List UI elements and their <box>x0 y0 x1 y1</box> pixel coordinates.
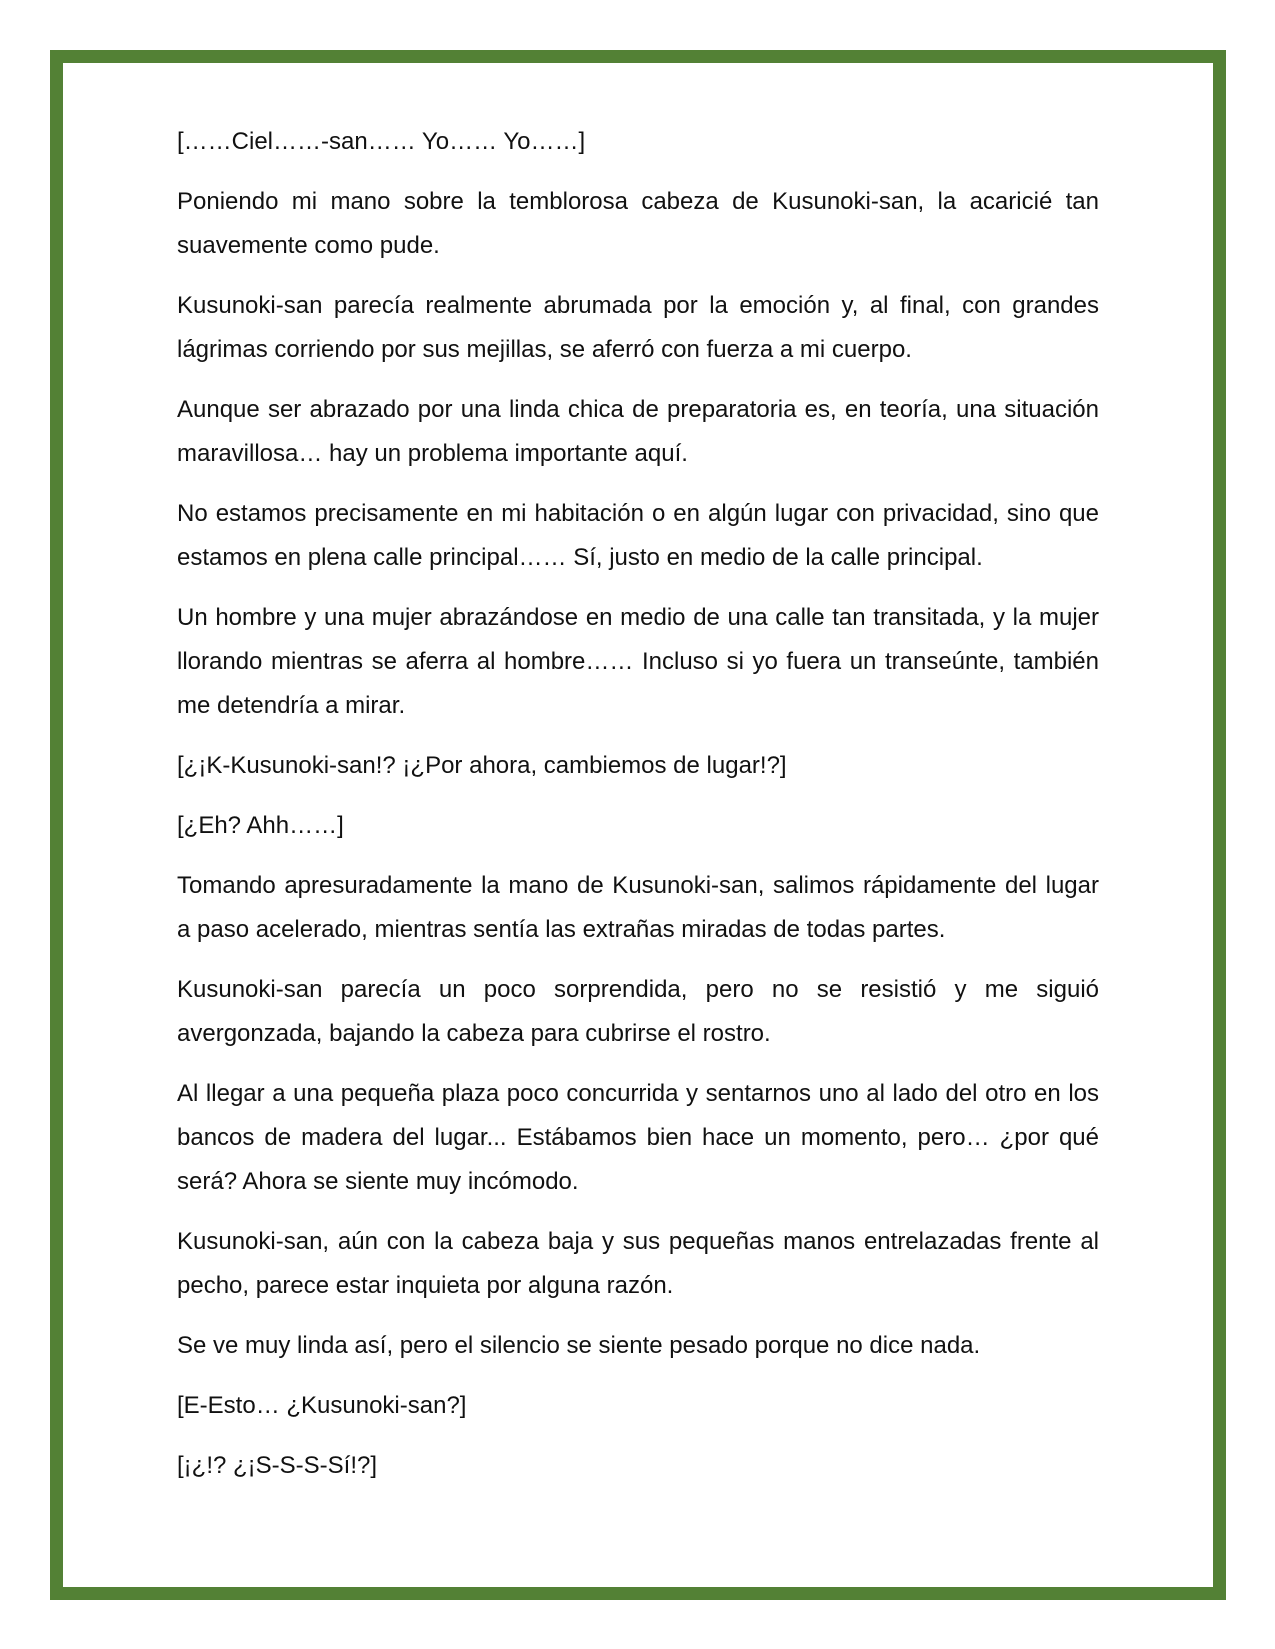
paragraph: [¡¿!? ¿¡S-S-S-Sí!?] <box>177 1452 378 1479</box>
paragraph: No estamos precisamente en mi habitación o en algún lugar con privacidad, sino que estamos en plena calle principal…… Sí, justo en medio de la calle principal. <box>177 500 1099 571</box>
paragraph: Poniendo mi mano sobre la temblorosa cabeza de Kusunoki-san, la acaricié tan suavemente como pude. <box>177 188 1099 259</box>
paragraph: Aunque ser abrazado por una linda chica de preparatoria es, en teoría, una situación maravillosa… hay un problema importante aquí. <box>177 396 1099 467</box>
paragraph: Kusunoki-san parecía realmente abrumada por la emoción y, al final, con grandes lágrimas corriendo por sus mejillas, se aferró con fuerza a mi cuerpo. <box>177 292 1099 363</box>
paragraph: Al llegar a una pequeña plaza poco concurrida y sentarnos uno al lado del otro en los bancos de madera del lugar... Estábamos bien hace un momento, pero… ¿por qué será? Ahora se siente muy incómodo. <box>177 1080 1099 1195</box>
paragraph: Un hombre y una mujer abrazándose en medio de una calle tan transitada, y la mujer llorando mientras se aferra al hombre…… Incluso si yo fuera un transeúnte, también me detendría a mirar. <box>177 604 1099 719</box>
paragraph: Se ve muy linda así, pero el silencio se siente pesado porque no dice nada. <box>177 1332 981 1359</box>
paragraph: [¿Eh? Ahh……] <box>177 812 344 839</box>
paragraph: [¿¡K-Kusunoki-san!? ¡¿Por ahora, cambiemos de lugar!?] <box>177 752 787 779</box>
paragraph: Tomando apresuradamente la mano de Kusunoki-san, salimos rápidamente del lugar a paso acelerado, mientras sentía las extrañas miradas de todas partes. <box>177 872 1099 943</box>
paragraph: Kusunoki-san parecía un poco sorprendida, pero no se resistió y me siguió avergonzada, bajando la cabeza para cubrirse el rostro. <box>177 976 1099 1047</box>
paragraph: [E-Esto… ¿Kusunoki-san?] <box>177 1392 467 1419</box>
paragraph: [……Ciel……-san…… Yo…… Yo……] <box>177 128 586 155</box>
document-body <box>177 120 1099 1504</box>
paragraph: Kusunoki-san, aún con la cabeza baja y sus pequeñas manos entrelazadas frente al pecho, parece estar inquieta por alguna razón. <box>177 1228 1099 1299</box>
